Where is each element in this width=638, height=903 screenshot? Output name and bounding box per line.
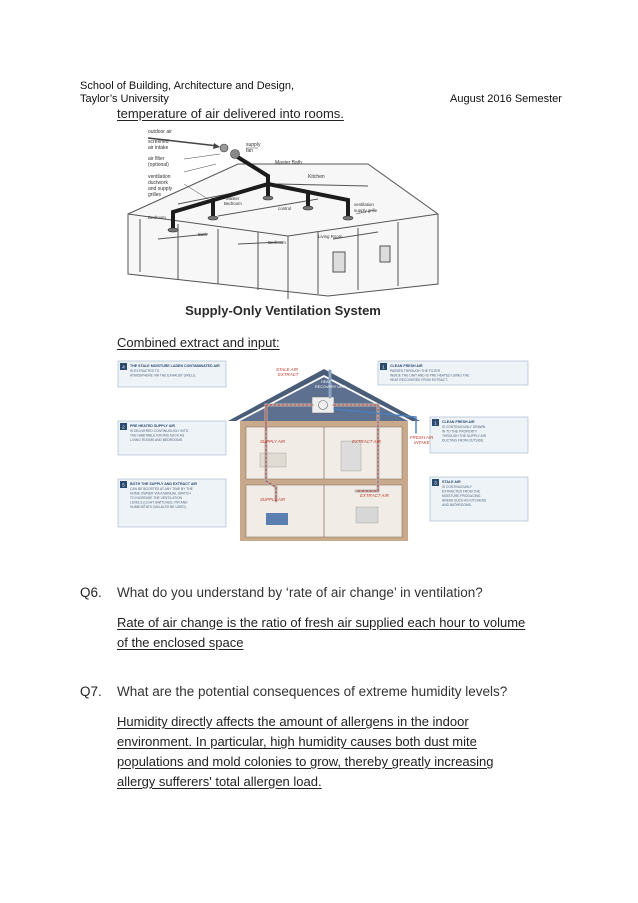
continued-text: temperature of air delivered into rooms. <box>117 106 344 121</box>
label-outdoor-air: outdoor air <box>148 129 172 135</box>
label-ductwork-2: ductwork <box>148 180 169 186</box>
q6-number: Q6. <box>80 585 102 600</box>
mvhr-house <box>228 369 420 541</box>
label-kitchen: Kitchen <box>308 174 325 180</box>
q7-answer-line-4: allergy sufferers' total allergen load. <box>117 774 322 789</box>
q7-answer-line-1: Humidity directly affects the amount of allergens in the indoor <box>117 714 469 729</box>
panel-num-3: 5 <box>122 482 125 488</box>
label-supply-air-upper: SUPPLY AIR <box>260 439 286 444</box>
figure1-title: Supply-Only Ventilation System <box>185 303 381 318</box>
panel-line-4b: INSIDE THE UNIT AND IS PRE HEATED USING THE <box>390 373 470 378</box>
label-stale-air-extract-1: STALE AIR <box>276 367 298 372</box>
label-master-bath: Master Bath <box>275 160 302 166</box>
panel-title-1: THE STALE MOISTURE LADEN CONTAMINATED AIR <box>130 364 220 368</box>
label-supply-grille-1: ventilation <box>354 202 374 207</box>
label-ductwork-4: grilles <box>148 192 162 198</box>
label-master-bedroom-1: Master <box>226 196 240 201</box>
panel-num-2: 2 <box>122 424 125 430</box>
q6-answer-line-1: Rate of air change is the ratio of fresh air supplied each hour to volume <box>117 615 526 630</box>
q7-number: Q7. <box>80 684 102 699</box>
panel-num-1: 4 <box>122 364 125 370</box>
panel-line-3b: HOME OWNER VIA A MANUAL SWITCH <box>130 491 191 496</box>
panel-line-5c: THROUGH THE SUPPLY AIR <box>442 434 486 438</box>
panel-num-6: 3 <box>434 480 437 486</box>
panel-num-4: 1 <box>382 364 385 370</box>
header-school: School of Building, Architecture and Design, <box>80 80 295 92</box>
panel-title-6: STALE AIR <box>442 480 461 484</box>
label-bedroom: Bedroom <box>148 215 166 220</box>
label-supply-fan-1: supply <box>246 142 261 148</box>
label-fresh-air-intake-1: FRESH AIR <box>410 435 434 440</box>
q6-question: What do you understand by ‘rate of air change’ in ventilation? <box>117 585 483 600</box>
panel-line-1a: IS EXTRACTED TO <box>130 369 160 373</box>
label-heat-recovery-1: HEAT <box>321 380 331 384</box>
panel-title-3: BOTH THE SUPPLY AND EXTRACT AIR <box>130 482 198 486</box>
label-living-room: Living Room <box>318 234 343 239</box>
panel-line-2c: LIVING ROOMS AND BEDROOMS. <box>130 438 183 442</box>
panel-line-6b: EXTRACTED FROM THE <box>442 489 481 494</box>
left-info-panels <box>118 361 226 527</box>
label-supply-grille-2: supply grille <box>354 208 378 213</box>
panel-line-5a: IS CONTINUOUSLY DRAWN <box>442 425 486 429</box>
panel-line-6c: MOISTURE PRODUCING <box>442 494 481 498</box>
combined-heading: Combined extract and input: <box>117 335 280 350</box>
panel-line-3a: CAN BE BOOSTED AT ANY TIME BY THE <box>130 487 193 491</box>
label-master-bedroom-2: Bedroom <box>224 201 242 206</box>
panel-line-6e: AND BATHROOMS. <box>442 503 472 507</box>
label-stale-air-extract-2: EXTRACT <box>278 372 299 377</box>
supply-only-ventilation-diagram <box>118 124 448 324</box>
panel-line-2a: IS DELIVERED CONTINUOUSLY INTO <box>130 429 189 433</box>
label-bedroom-2: Bedroom <box>268 240 286 245</box>
panel-line-3e: HUMIDISTATS CAN ALSO BE USED). <box>130 505 187 509</box>
label-supply-fan-2: fan <box>246 148 253 154</box>
label-bath: Bath <box>198 232 208 237</box>
panel-line-6a: IS CONTINUOUSLY <box>442 485 472 489</box>
label-screened-2: air intake <box>148 145 169 151</box>
label-screened-1: screened <box>148 139 169 145</box>
panel-title-4: CLEAN FRESH AIR <box>390 364 423 368</box>
panel-line-3c: TO INCREASE THE VENTILATION <box>130 496 183 500</box>
label-fresh-air-intake-2: INTAKE <box>414 440 430 445</box>
panel-line-4a: PASSES THROUGH THE FILTER <box>390 369 440 373</box>
header-semester: August 2016 Semester <box>450 93 562 105</box>
label-ductwork-3: and supply <box>148 186 173 192</box>
label-filter-2: (optional) <box>148 162 169 168</box>
combined-extract-input-diagram <box>116 357 532 545</box>
label-control: control <box>278 206 292 211</box>
q7-answer-line-3: populations and mold colonies to grow, thereby greatly increasing <box>117 754 494 769</box>
panel-line-5d: DUCTING FROM OUTSIDE. <box>442 438 485 443</box>
panel-line-4c: HEAT RECOVERED FROM EXTRACT. <box>390 378 448 382</box>
label-extract-air-upper: EXTRACT AIR <box>352 439 381 444</box>
q6-answer-line-2: of the enclosed space <box>117 635 244 650</box>
panel-line-5b: IN TO THE PROPERTY <box>442 429 478 434</box>
panel-num-5: 1 <box>434 420 437 426</box>
label-ductwork-1: ventilation <box>148 174 171 180</box>
panel-line-1b: ATMOSPHERE VIA THE EXHAUST GRILLE. <box>130 373 197 378</box>
header-university: Taylor’s University <box>80 93 169 105</box>
label-filter-1: air filter <box>148 156 165 162</box>
panel-line-6d: AREAS SUCH AS KITCHENS <box>442 498 487 503</box>
label-heat-recovery-2: RECOVERY UNIT <box>315 385 347 389</box>
panel-title-5: CLEAN FRESH AIR <box>442 420 475 424</box>
q7-answer-line-2: environment. In particular, high humidity causes both dust mite <box>117 734 477 749</box>
panel-title-2: PRE HEATED SUPPLY AIR <box>130 424 175 428</box>
q7-question: What are the potential consequences of extreme humidity levels? <box>117 684 508 699</box>
label-supply-air-lower: SUPPLY AIR <box>260 497 286 502</box>
label-extract-air-lower: EXTRACT AIR <box>360 493 389 498</box>
panel-line-3d: LEVELS (LIGHT SWITCHES, PIR AND <box>130 500 188 505</box>
panel-line-2b: THE HABITABLE ROOMS SUCH AS <box>130 433 185 438</box>
